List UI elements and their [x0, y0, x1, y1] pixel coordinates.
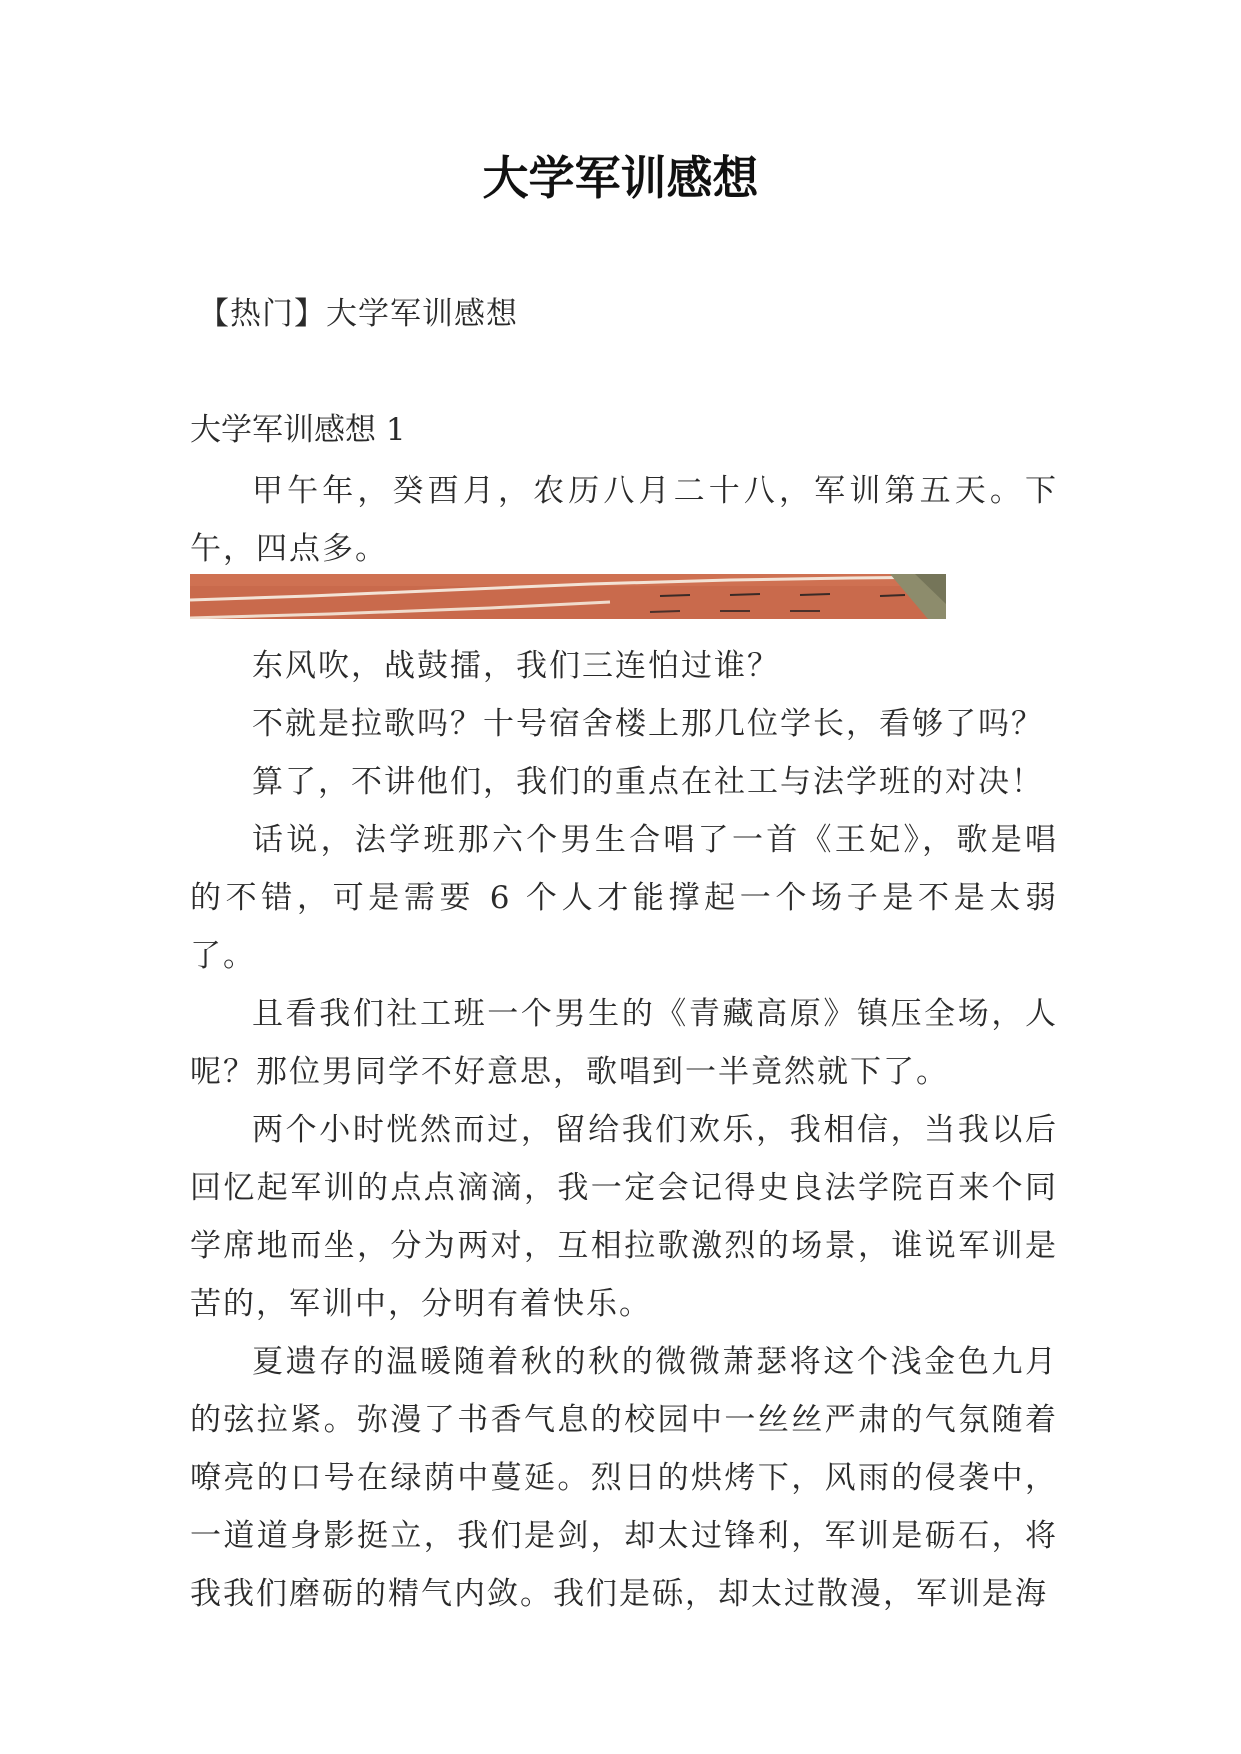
section-heading: 大学军训感想 1 [190, 412, 406, 448]
paragraph: 话说，法学班那六个男生合唱了一首《王妃》，歌是唱的不错，可是需要 6 个人才能撑起一个场子是不是太弱了。 [190, 822, 1058, 974]
paragraph-intro: 甲午年，癸酉月，农历八月二十八，军训第五天。下午，四点多。 [190, 473, 1058, 567]
paragraph: 东风吹，战鼓擂，我们三连怕过谁？ [252, 648, 780, 684]
paragraph: 且看我们社工班一个男生的《青藏高原》镇压全场，人呢？那位男同学不好意思，歌唱到一半竟然就下了。 [190, 996, 1058, 1090]
document-title: 大学军训感想 [482, 151, 759, 205]
track-image-graphic [190, 574, 946, 619]
paragraph: 夏遗存的温暖随着秋的秋的微微萧瑟将这个浅金色九月的弦拉紧。弥漫了书香气息的校园中一丝丝严肃的气氛随着嘹亮的口号在绿荫中蔓延。烈日的烘烤下，风雨的侵袭中，一道道身影挺立，我们是剑，却太过锋利，军训是砺石，将我我们磨砺的精气内敛。我们是砾，却太过散漫，军训是海 [190, 1344, 1058, 1612]
paragraph: 不就是拉歌吗？十号宿舍楼上那几位学长，看够了吗？ [252, 706, 1044, 742]
article-body [190, 637, 1058, 1623]
paragraph: 算了，不讲他们，我们的重点在社工与法学班的对决！ [252, 764, 1044, 800]
document-subtitle: 【热门】大学军训感想 [198, 296, 518, 332]
running-track-photo [190, 574, 946, 619]
paragraph: 两个小时恍然而过，留给我们欢乐，我相信，当我以后回忆起军训的点点滴滴，我一定会记得史良法学院百来个同学席地而坐，分为两对，互相拉歌激烈的场景，谁说军训是苦的，军训中，分明有着快乐。 [190, 1112, 1058, 1322]
